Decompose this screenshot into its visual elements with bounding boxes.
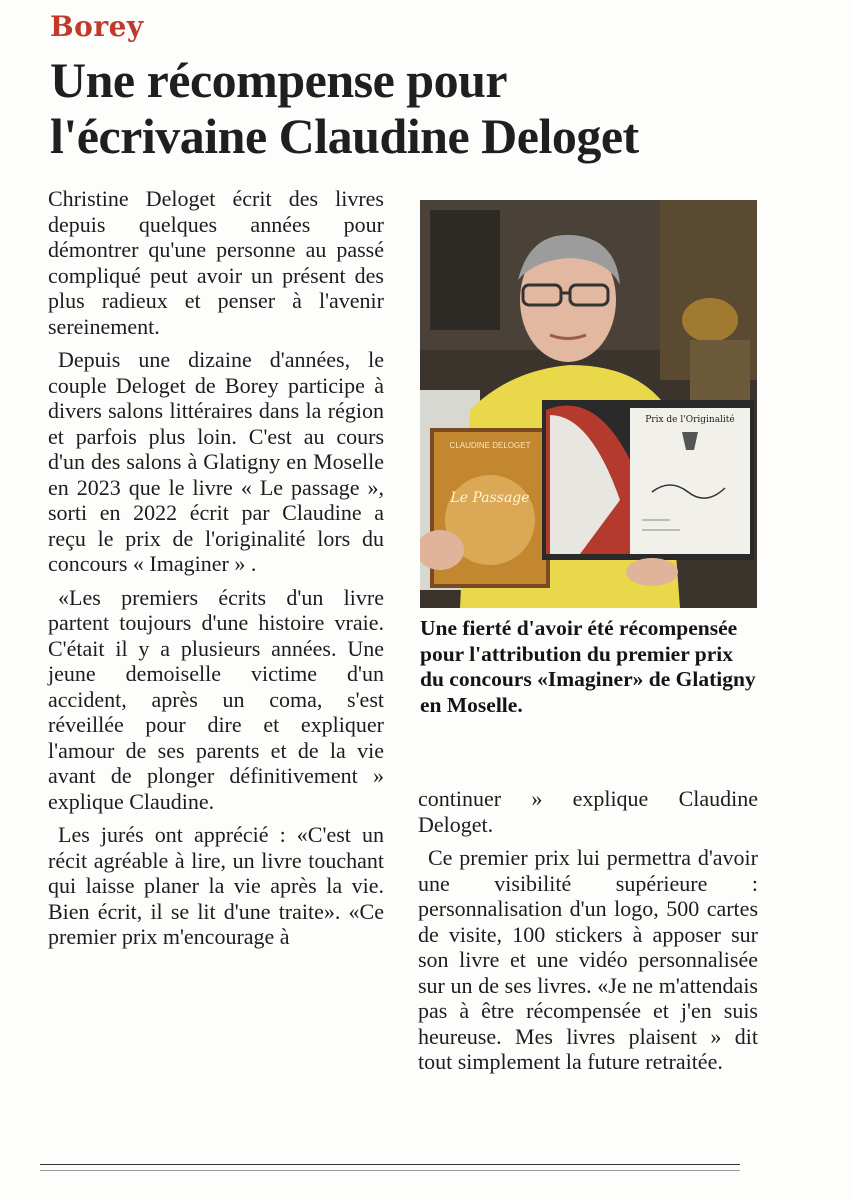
article-headline — [50, 52, 810, 164]
book-title-text: Le Passage — [450, 490, 530, 506]
book-author-text: CLAUDINE DELOGET — [449, 441, 531, 450]
right-column — [418, 786, 758, 1075]
paragraph-intro: Christine Deloget écrit des livres depuis quelques années pour démontrer qu'une personne au passé compliqué peut avoir un présent des plus radieux et penser à l'avenir sereinement. — [48, 186, 384, 339]
paragraph-jury: Les jurés ont apprécié : «C'est un récit agréable à lire, un livre touchant qui laisse planer la vie après la vie. Bien écrit, il se lit d'une traite». «Ce premier prix m'encourage à — [48, 822, 384, 949]
article-photo — [420, 200, 757, 608]
paragraph-quote-story: «Les premiers écrits d'un livre partent toujours d'une histoire vraie. C'était il y a plusieurs années. Une jeune demoiselle victime d'un accident, après un coma, s'est réveillée pour dire et expliquer l'amour de ses parents et de la vie avant de plonger définitivement » explique Claudine. — [48, 584, 384, 814]
bottom-rule — [40, 1164, 740, 1165]
paragraph-salons: Depuis une dizaine d'années, le couple Deloget de Borey participe à divers salons littéraires dans la région et parfois plus loin. C'est au cours d'un des salons à Glatigny en Moselle en 2023 que le livre « Le passage », sorti en 2022 écrit par Claudine a reçu le prix de l'originalité lors du concours « Imaginer » . — [48, 347, 384, 576]
paragraph-prize: Ce premier prix lui permettra d'avoir une visibilité supérieure : personnalisation d'un logo, 500 cartes de visite, 100 stickers à apposer sur son livre et une vidéo personnalisée sur un de ses livres. «Je ne m'attendais pas à être récompensée et j'en suis heureuse. Mes livres plaisent » dit tout simplement la future retraitée. — [418, 845, 758, 1074]
headline-line-2: l'écrivaine Claudine Deloget — [50, 108, 639, 164]
paragraph-continuation: continuer » explique Claudine Deloget. — [418, 786, 758, 837]
section-rubric: Borey — [50, 10, 144, 43]
left-column — [48, 186, 384, 950]
headline-line-1: Une récompense pour — [50, 52, 508, 108]
photo-caption: Une fierté d'avoir été récompensée pour l'attribution du premier prix du concours «Imaginer» de Glatigny en Moselle. — [420, 616, 756, 717]
certificate-title-text: Prix de l'Originalité — [645, 415, 735, 425]
bottom-rule-thin — [40, 1170, 740, 1171]
